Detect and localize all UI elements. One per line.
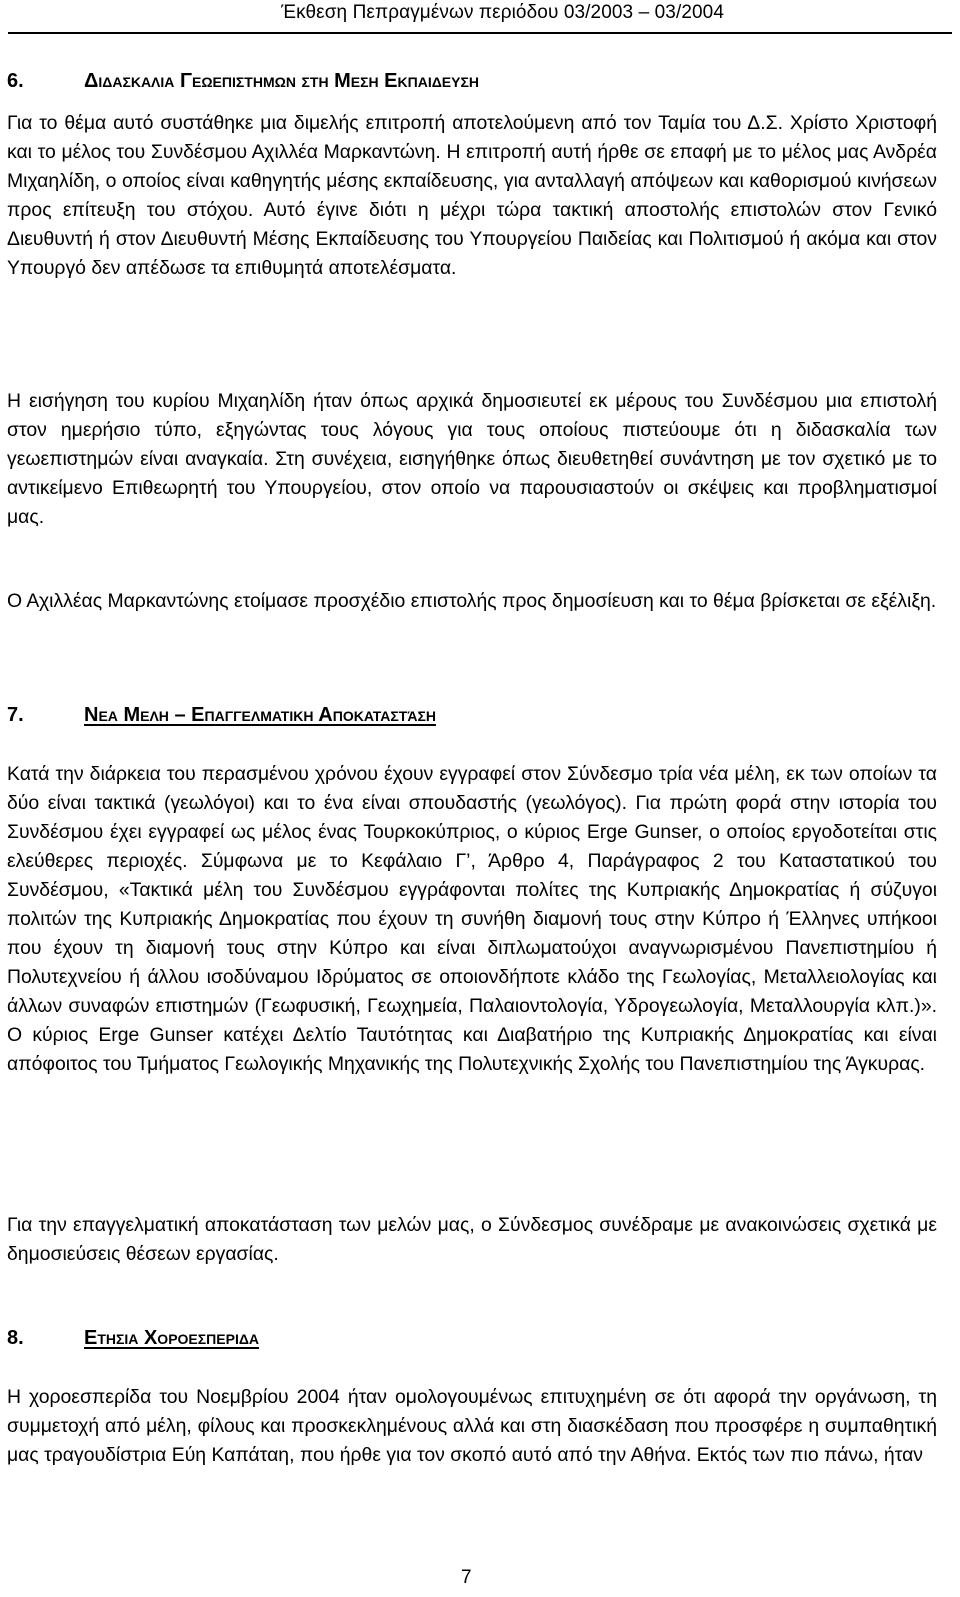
paragraph: Για το θέμα αυτό συστάθηκε μια διμελής επιτροπή αποτελούμενη από τον Ταμία του Δ.Σ. Χρίστο Χριστοφή και το μέλος του Συνδέσμου Αχιλλέα Μαρκαντώνη. Η επιτροπή αυτή ήρθε σε επαφή με το μέλος μας Ανδρέα Μιχαηλίδη, ο οποίος είναι καθηγητής μέσης εκπαίδευσης, για ανταλλαγή απόψεων και καθορισμού κινήσεων προς επίτευξη του στόχου. Αυτό έγινε διότι η μέχρι τώρα τακτική αποστολής επιστολών στον Γενικό Διευθυντή ή στον Διευθυντή Μέσης Εκπαίδευσης του Υπουργείου Παιδείας και Πολιτισμού ή ακόμα και στον Υπουργό δεν απέδωσε τα επιθυμητά αποτελέσματα. — [7, 112, 937, 279]
section-number: 8. — [7, 1327, 24, 1349]
paragraph: Για την επαγγελματική αποκατάσταση των μελών μας, ο Σύνδεσμος συνέδραμε με ανακοινώσεις σχετικά με δημοσιεύσεις θέσεων εργασίας. — [7, 1214, 937, 1265]
section-heading-8 — [7, 1327, 259, 1350]
section-title: Διδασκαλια Γεωεπιστημων στη Μεση Εκπαιδευση — [84, 70, 479, 92]
running-header: Έκθεση Πεπραγμένων περιόδου 03/2003 – 03/2004 — [281, 2, 724, 23]
section-heading-6 — [7, 70, 479, 93]
header-rule — [8, 32, 952, 34]
section-number: 6. — [7, 70, 24, 92]
section-title: Νεα Μελη – Επαγγελματικη Αποκαταστάση — [84, 704, 436, 726]
paragraph: Ο Αχιλλέας Μαρκαντώνης ετοίμασε προσχέδιο επιστολής προς δημοσίευση και το θέμα βρίσκεται σε εξέλιξη. — [7, 590, 937, 612]
page-number: 7 — [461, 1567, 472, 1588]
paragraph: Η χοροεσπερίδα του Νοεμβρίου 2004 ήταν ομολογουμένως επιτυχημένη σε ότι αφορά την οργάνωση, τη συμμετοχή από μέλη, φίλους και προσκεκλημένους αλλά και στη διασκέδαση που προσφέρε η συμπαθητική μας τραγουδίστρια Εύη Καπάταη, που ήρθε για τον σκοπό αυτό από την Αθήνα. Εκτός των πιο πάνω, ήταν — [7, 1386, 937, 1466]
paragraph: Η εισήγηση του κυρίου Μιχαηλίδη ήταν όπως αρχικά δημοσιευτεί εκ μέρους του Συνδέσμου μια επιστολή στον ημερήσιο τύπο, εξηγώντας τους λόγους για τους οποίους πιστεύουμε ότι η διδασκαλία των γεωεπιστημών είναι αναγκαία. Στη συνέχεια, εισηγήθηκε όπως διευθετηθεί συνάντηση με τον σχετικό με το αντικείμενο Επιθεωρητή του Υπουργείου, στον οποίο να παρουσιαστούν οι σκέψεις και προβληματισμοί μας. — [7, 390, 937, 528]
section-number: 7. — [7, 704, 24, 726]
section-title: Ετησια Χοροεσπεριδα — [84, 1327, 260, 1349]
section-heading-7 — [7, 704, 436, 727]
paragraph: Κατά την διάρκεια του περασμένου χρόνου έχουν εγγραφεί στον Σύνδεσμο τρία νέα μέλη, εκ των οποίων τα δύο είναι τακτικά (γεωλόγοι) και το ένα είναι σπουδαστής (γεωλόγος). Για πρώτη φορά στην ιστορία του Συνδέσμου έχει εγγραφεί ως μέλος ένας Τουρκοκύπριος, ο κύριος Erge Gunser, ο οποίος εργοδοτείται στις ελεύθερες περιοχές. Σύμφωνα με το Κεφάλαιο Γ’, Άρθρο 4, Παράγραφος 2 του Καταστατικού του Συνδέσμου, «Τακτικά μέλη του Συνδέσμου εγγράφονται πολίτες της Κυπριακής Δημοκρατίας ή σύζυγοι πολιτών της Κυπριακής Δημοκρατίας που έχουν τη συνήθη διαμονή τους στην Κύπρο ή Έλληνες υπήκοοι που έχουν τη διαμονή τους στην Κύπρο και είναι διπλωματούχοι αναγνωρισμένου Πανεπιστημίου ή Πολυτεχνείου ή άλλου ισοδύναμου Ιδρύματος σε οποιονδήποτε κλάδο της Γεωλογίας, Μεταλλειολογίας και άλλων συναφών επιστημών (Γεωφυσική, Γεωχημεία, Παλαιοντολογία, Υδρογεωλογία, Μεταλλουργία κλπ.)». Ο κύριος Erge Gunser κατέχει Δελτίο Ταυτότητας και Διαβατήριο της Κυπριακής Δημοκρατίας και είναι απόφοιτος του Τμήματος Γεωλογικής Μηχανικής της Πολυτεχνικής Σχολής του Πανεπιστημίου της Άγκυρας. — [7, 763, 937, 1075]
